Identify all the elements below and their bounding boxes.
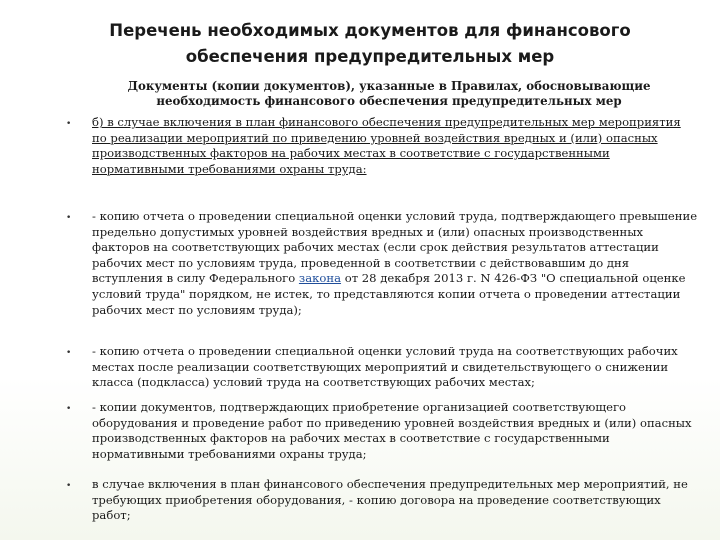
list-item: - копии документов, подтверждающих приобретение организацией соответствующего оборудования и проведение работ по приведению уровней воздействия вредных и (или) опасных производственных факторов на рабочих местах в соответствие с государственными нормативными требованиями охраны труда; bbox=[92, 400, 692, 461]
documents-subtitle: Документы (копии документов), указанные в Правилах, обосновывающие необходимость финансового обеспечения предупредительных мер bbox=[127, 79, 651, 108]
bullet-icon: • bbox=[66, 119, 72, 129]
list-item: в случае включения в план финансового обеспечения предупредительных мер мероприятий, не требующих приобретения оборудования, - копию договора на проведение соответствующих работ; bbox=[92, 477, 688, 523]
list-item-text: от 28 декабря 2013 г. N 426-ФЗ "О специальной оценке условий труда" порядком, не истек, то представляются копии отчета о проведении аттестации рабочих мест по условиям труда); bbox=[92, 271, 686, 317]
list-item: б) в случае включения в план финансового обеспечения предупредительных мер мероприятия по реализации мероприятий по приведению уровней воздействия вредных и (или) опасных производственных факторов на рабочих местах в соответствие с государственными нормативными требованиями охраны труда: bbox=[92, 115, 681, 176]
bullet-icon: • bbox=[66, 481, 72, 491]
law-link[interactable]: закона bbox=[298, 271, 342, 286]
bullet-icon: • bbox=[66, 348, 72, 358]
slide-title: Перечень необходимых документов для финансового обеспечения предупредительных мер bbox=[109, 21, 631, 66]
list-item bbox=[92, 209, 698, 318]
bullet-icon: • bbox=[66, 213, 72, 223]
list-item: - копию отчета о проведении специальной оценки условий труда на соответствующих рабочих местах после реализации соответствующих мероприятий и свидетельствующего о снижении класса (подкласса) условий труда на соответствующих рабочих местах; bbox=[92, 344, 678, 390]
list-item-text: - копию отчета о проведении специальной оценки условий труда, подтверждающего превышение предельно допустимых уровней воздействия вредных и (или) опасных производственных факторов на соответствующих рабочих местах (если срок действия результатов аттестации рабочих мест по условиям труда, проведенной в соответствии с действовавшим до дня вступления в силу Федерального bbox=[92, 209, 698, 286]
bullet-icon: • bbox=[66, 404, 72, 414]
